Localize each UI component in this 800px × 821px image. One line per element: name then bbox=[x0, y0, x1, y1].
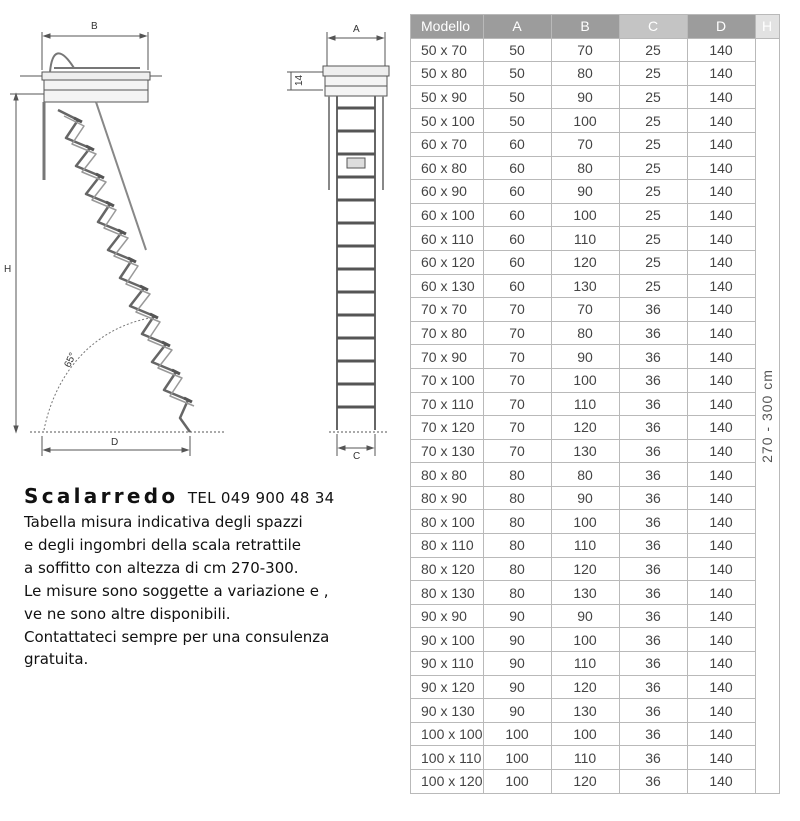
cell-modello: 50 x 90 bbox=[411, 85, 484, 109]
cell-c: 25 bbox=[619, 62, 687, 86]
cell-a: 60 bbox=[483, 250, 551, 274]
cell-modello: 60 x 110 bbox=[411, 227, 484, 251]
cell-c: 25 bbox=[619, 203, 687, 227]
cell-a: 70 bbox=[483, 321, 551, 345]
table-row bbox=[411, 534, 780, 558]
cell-modello: 80 x 120 bbox=[411, 557, 484, 581]
table-row bbox=[411, 746, 780, 770]
cell-b: 90 bbox=[551, 85, 619, 109]
cell-b: 120 bbox=[551, 557, 619, 581]
table-body bbox=[411, 38, 780, 793]
cell-a: 50 bbox=[483, 38, 551, 62]
cell-c: 36 bbox=[619, 699, 687, 723]
table-row bbox=[411, 675, 780, 699]
cell-d: 140 bbox=[687, 227, 755, 251]
cell-a: 80 bbox=[483, 581, 551, 605]
angle-label: 65° bbox=[62, 351, 79, 370]
cell-d: 140 bbox=[687, 392, 755, 416]
cell-d: 140 bbox=[687, 581, 755, 605]
cell-modello: 60 x 130 bbox=[411, 274, 484, 298]
description-line: ve ne sono altre disponibili. bbox=[24, 604, 231, 623]
table-row bbox=[411, 604, 780, 628]
cell-a: 60 bbox=[483, 180, 551, 204]
description-line: gratuita. bbox=[24, 650, 89, 669]
cell-d: 140 bbox=[687, 557, 755, 581]
cell-c: 36 bbox=[619, 722, 687, 746]
cell-d: 140 bbox=[687, 416, 755, 440]
cell-c: 25 bbox=[619, 250, 687, 274]
cell-d: 140 bbox=[687, 132, 755, 156]
cell-modello: 70 x 80 bbox=[411, 321, 484, 345]
cell-modello: 80 x 130 bbox=[411, 581, 484, 605]
cell-c: 25 bbox=[619, 85, 687, 109]
cell-c: 36 bbox=[619, 581, 687, 605]
table-row bbox=[411, 85, 780, 109]
cell-a: 100 bbox=[483, 746, 551, 770]
cell-b: 120 bbox=[551, 770, 619, 794]
cell-modello: 80 x 80 bbox=[411, 463, 484, 487]
cell-modello: 100 x 110 bbox=[411, 746, 484, 770]
cell-modello: 50 x 80 bbox=[411, 62, 484, 86]
cell-modello: 70 x 120 bbox=[411, 416, 484, 440]
header-c: C bbox=[619, 15, 687, 39]
table-row bbox=[411, 557, 780, 581]
cell-modello: 100 x 100 bbox=[411, 722, 484, 746]
table-row bbox=[411, 38, 780, 62]
cell-d: 140 bbox=[687, 109, 755, 133]
cell-d: 140 bbox=[687, 180, 755, 204]
cell-d: 140 bbox=[687, 628, 755, 652]
cell-c: 25 bbox=[619, 180, 687, 204]
cell-a: 90 bbox=[483, 699, 551, 723]
cell-h bbox=[755, 38, 779, 793]
cell-a: 90 bbox=[483, 652, 551, 676]
cell-a: 70 bbox=[483, 392, 551, 416]
table-row bbox=[411, 109, 780, 133]
cell-b: 110 bbox=[551, 227, 619, 251]
cell-c: 36 bbox=[619, 510, 687, 534]
h-value-label: 270 - 300 cm bbox=[759, 368, 775, 463]
table-row bbox=[411, 203, 780, 227]
table-row bbox=[411, 463, 780, 487]
table-row bbox=[411, 227, 780, 251]
cell-b: 130 bbox=[551, 699, 619, 723]
cell-c: 36 bbox=[619, 298, 687, 322]
cell-b: 110 bbox=[551, 534, 619, 558]
phone-number: TEL 049 900 48 34 bbox=[187, 489, 335, 507]
cell-c: 36 bbox=[619, 321, 687, 345]
table-row bbox=[411, 298, 780, 322]
cell-b: 90 bbox=[551, 486, 619, 510]
cell-a: 70 bbox=[483, 416, 551, 440]
cell-b: 70 bbox=[551, 298, 619, 322]
cell-c: 36 bbox=[619, 463, 687, 487]
cell-b: 100 bbox=[551, 628, 619, 652]
cell-b: 130 bbox=[551, 581, 619, 605]
cell-b: 90 bbox=[551, 180, 619, 204]
cell-b: 90 bbox=[551, 604, 619, 628]
cell-c: 36 bbox=[619, 675, 687, 699]
description-line: a soffitto con altezza di cm 270-300. bbox=[24, 558, 299, 577]
cell-a: 70 bbox=[483, 298, 551, 322]
cell-modello: 70 x 90 bbox=[411, 345, 484, 369]
cell-b: 130 bbox=[551, 274, 619, 298]
cell-a: 100 bbox=[483, 770, 551, 794]
cell-modello: 60 x 70 bbox=[411, 132, 484, 156]
cell-modello: 70 x 70 bbox=[411, 298, 484, 322]
description-line: e degli ingombri della scala retrattile bbox=[24, 535, 302, 554]
cell-modello: 60 x 100 bbox=[411, 203, 484, 227]
dimension-label-b: B bbox=[91, 21, 98, 32]
cell-d: 140 bbox=[687, 534, 755, 558]
cell-a: 80 bbox=[483, 557, 551, 581]
stair-side-view-drawing bbox=[0, 10, 240, 460]
cell-d: 140 bbox=[687, 770, 755, 794]
cell-a: 50 bbox=[483, 62, 551, 86]
cell-d: 140 bbox=[687, 439, 755, 463]
description-line: Tabella misura indicativa degli spazzi bbox=[24, 513, 303, 531]
cell-a: 80 bbox=[483, 486, 551, 510]
cell-d: 140 bbox=[687, 62, 755, 86]
cell-d: 140 bbox=[687, 746, 755, 770]
cell-d: 140 bbox=[687, 486, 755, 510]
cell-c: 36 bbox=[619, 604, 687, 628]
dimension-label-14: 14 bbox=[294, 74, 305, 86]
cell-modello: 100 x 120 bbox=[411, 770, 484, 794]
header-h: H bbox=[755, 15, 779, 39]
header-a: A bbox=[483, 15, 551, 39]
brand-name: Scalarredo bbox=[24, 484, 179, 508]
cell-c: 25 bbox=[619, 156, 687, 180]
cell-a: 50 bbox=[483, 85, 551, 109]
cell-c: 25 bbox=[619, 132, 687, 156]
table-row bbox=[411, 770, 780, 794]
table-row bbox=[411, 628, 780, 652]
cell-b: 100 bbox=[551, 368, 619, 392]
cell-a: 80 bbox=[483, 534, 551, 558]
cell-modello: 70 x 100 bbox=[411, 368, 484, 392]
cell-d: 140 bbox=[687, 699, 755, 723]
cell-modello: 90 x 110 bbox=[411, 652, 484, 676]
cell-b: 100 bbox=[551, 109, 619, 133]
cell-modello: 50 x 100 bbox=[411, 109, 484, 133]
cell-c: 36 bbox=[619, 345, 687, 369]
brand-line bbox=[24, 484, 404, 511]
cell-d: 140 bbox=[687, 156, 755, 180]
table-row bbox=[411, 132, 780, 156]
cell-c: 36 bbox=[619, 486, 687, 510]
dimension-label-d: D bbox=[111, 437, 119, 448]
cell-modello: 60 x 120 bbox=[411, 250, 484, 274]
cell-modello: 60 x 90 bbox=[411, 180, 484, 204]
cell-a: 80 bbox=[483, 463, 551, 487]
table-row bbox=[411, 652, 780, 676]
cell-c: 25 bbox=[619, 274, 687, 298]
table-header-row bbox=[411, 15, 780, 39]
table-row bbox=[411, 699, 780, 723]
cell-d: 140 bbox=[687, 298, 755, 322]
cell-c: 36 bbox=[619, 392, 687, 416]
table-row bbox=[411, 581, 780, 605]
cell-a: 60 bbox=[483, 132, 551, 156]
cell-d: 140 bbox=[687, 652, 755, 676]
table-row bbox=[411, 510, 780, 534]
cell-b: 130 bbox=[551, 439, 619, 463]
description-line: Le misure sono soggette a variazione e , bbox=[24, 581, 329, 600]
cell-a: 60 bbox=[483, 274, 551, 298]
table-row bbox=[411, 250, 780, 274]
cell-b: 100 bbox=[551, 722, 619, 746]
cell-c: 36 bbox=[619, 652, 687, 676]
cell-b: 110 bbox=[551, 652, 619, 676]
cell-modello: 60 x 80 bbox=[411, 156, 484, 180]
cell-b: 90 bbox=[551, 345, 619, 369]
cell-b: 70 bbox=[551, 132, 619, 156]
cell-c: 36 bbox=[619, 416, 687, 440]
cell-d: 140 bbox=[687, 274, 755, 298]
table-row bbox=[411, 180, 780, 204]
cell-d: 140 bbox=[687, 345, 755, 369]
cell-d: 140 bbox=[687, 38, 755, 62]
cell-a: 100 bbox=[483, 722, 551, 746]
cell-a: 60 bbox=[483, 203, 551, 227]
stair-front-view-drawing bbox=[283, 10, 401, 460]
cell-c: 36 bbox=[619, 770, 687, 794]
table-row bbox=[411, 722, 780, 746]
cell-modello: 80 x 110 bbox=[411, 534, 484, 558]
cell-modello: 80 x 90 bbox=[411, 486, 484, 510]
dimension-label-c: C bbox=[353, 451, 361, 460]
cell-d: 140 bbox=[687, 368, 755, 392]
cell-d: 140 bbox=[687, 675, 755, 699]
cell-b: 120 bbox=[551, 416, 619, 440]
table-row bbox=[411, 486, 780, 510]
size-table bbox=[410, 14, 780, 794]
cell-c: 25 bbox=[619, 38, 687, 62]
cell-b: 120 bbox=[551, 250, 619, 274]
table-row bbox=[411, 368, 780, 392]
table-row bbox=[411, 274, 780, 298]
cell-modello: 90 x 90 bbox=[411, 604, 484, 628]
cell-modello: 70 x 130 bbox=[411, 439, 484, 463]
cell-a: 70 bbox=[483, 368, 551, 392]
table-row bbox=[411, 156, 780, 180]
cell-d: 140 bbox=[687, 604, 755, 628]
cell-a: 60 bbox=[483, 227, 551, 251]
cell-modello: 90 x 120 bbox=[411, 675, 484, 699]
cell-c: 36 bbox=[619, 746, 687, 770]
cell-b: 70 bbox=[551, 38, 619, 62]
cell-b: 80 bbox=[551, 156, 619, 180]
cell-b: 100 bbox=[551, 510, 619, 534]
cell-c: 36 bbox=[619, 368, 687, 392]
cell-b: 80 bbox=[551, 62, 619, 86]
description-line: Contattateci sempre per una consulenza bbox=[24, 627, 330, 646]
header-b: B bbox=[551, 15, 619, 39]
cell-d: 140 bbox=[687, 722, 755, 746]
cell-b: 110 bbox=[551, 746, 619, 770]
table-row bbox=[411, 439, 780, 463]
cell-d: 140 bbox=[687, 321, 755, 345]
cell-d: 140 bbox=[687, 203, 755, 227]
cell-a: 90 bbox=[483, 628, 551, 652]
cell-a: 70 bbox=[483, 439, 551, 463]
cell-modello: 50 x 70 bbox=[411, 38, 484, 62]
cell-d: 140 bbox=[687, 250, 755, 274]
cell-b: 80 bbox=[551, 463, 619, 487]
header-d: D bbox=[687, 15, 755, 39]
table-row bbox=[411, 345, 780, 369]
cell-a: 80 bbox=[483, 510, 551, 534]
cell-modello: 90 x 100 bbox=[411, 628, 484, 652]
dimension-label-h: H bbox=[4, 264, 12, 275]
dimension-label-a: A bbox=[353, 24, 360, 35]
cell-c: 36 bbox=[619, 439, 687, 463]
cell-a: 60 bbox=[483, 156, 551, 180]
cell-b: 120 bbox=[551, 675, 619, 699]
cell-a: 50 bbox=[483, 109, 551, 133]
cell-c: 36 bbox=[619, 534, 687, 558]
table-row bbox=[411, 392, 780, 416]
table-row bbox=[411, 321, 780, 345]
cell-a: 90 bbox=[483, 675, 551, 699]
cell-c: 25 bbox=[619, 227, 687, 251]
cell-c: 36 bbox=[619, 557, 687, 581]
cell-c: 36 bbox=[619, 628, 687, 652]
cell-d: 140 bbox=[687, 85, 755, 109]
cell-a: 70 bbox=[483, 345, 551, 369]
cell-modello: 70 x 110 bbox=[411, 392, 484, 416]
cell-modello: 80 x 100 bbox=[411, 510, 484, 534]
cell-d: 140 bbox=[687, 510, 755, 534]
cell-b: 100 bbox=[551, 203, 619, 227]
cell-d: 140 bbox=[687, 463, 755, 487]
table-row bbox=[411, 416, 780, 440]
info-block bbox=[24, 484, 404, 671]
cell-b: 110 bbox=[551, 392, 619, 416]
cell-c: 25 bbox=[619, 109, 687, 133]
cell-modello: 90 x 130 bbox=[411, 699, 484, 723]
header-modello: Modello bbox=[411, 15, 484, 39]
cell-b: 80 bbox=[551, 321, 619, 345]
cell-a: 90 bbox=[483, 604, 551, 628]
table-row bbox=[411, 62, 780, 86]
